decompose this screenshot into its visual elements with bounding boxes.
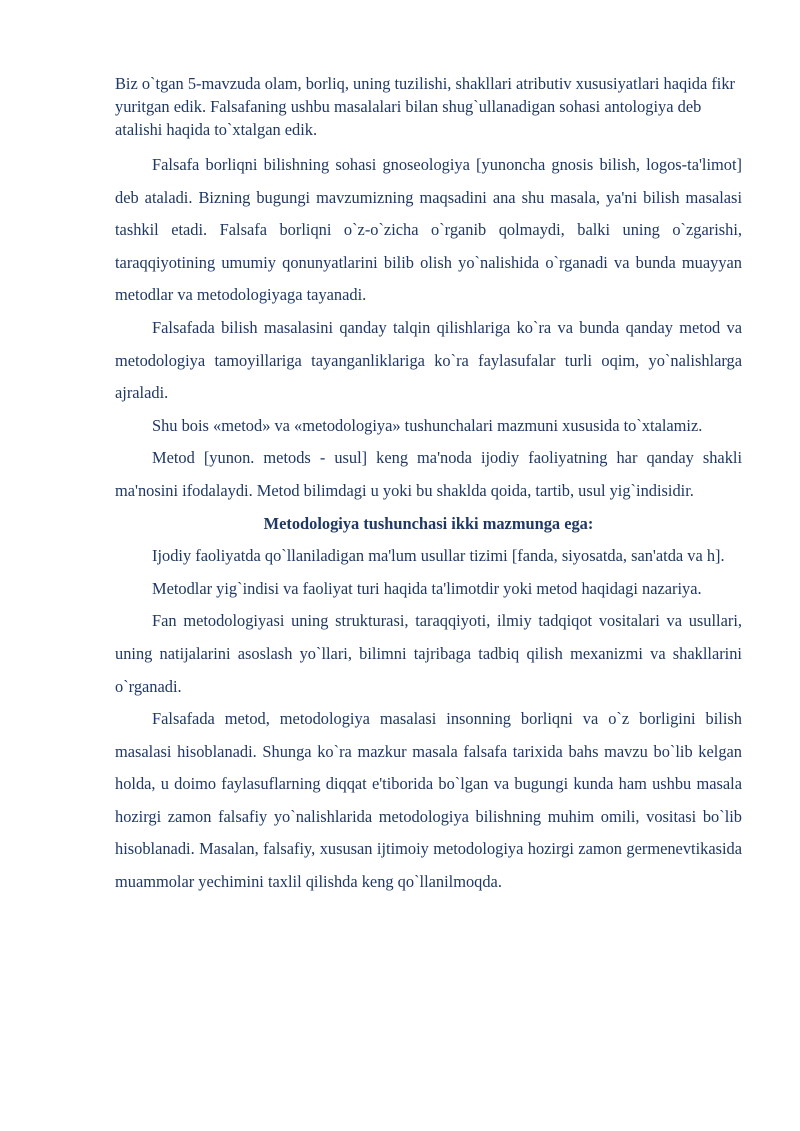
section-heading: Metodologiya tushunchasi ikki mazmunga ega: [263,513,594,533]
paragraph-gnoseologiya: Falsafa borliqni bilishning sohasi gnoseologiya [yunoncha gnosis bilish, logos-ta'limot] deb ataladi. Bizning bugungi mavzumizning maqsadini ana shu masala, ya'ni bilish masalasi tashkil etadi. Falsafa borliqni o`z-o`zicha o`rganib qolmaydi, balki uning o`zgarishi, taraqqiyotining umumiy qonunyatlarini bilib olish yo`nalishida o`rganadi va bunda muayyan metodlar va metodologiyaga tayanadi. [115,155,742,305]
intro-paragraph: Biz o`tgan 5-mavzuda olam, borliq, uning tuzilishi, shakllari atributiv xususiyatlari haqida fikr yuritgan edik. Falsafaning ushbu masalalari bilan shug`ullanadigan sohasi antologiya deb atalishi haqida to`xtalgan edik. [115,74,735,139]
paragraph-bilish-masalasi: Falsafada bilish masalasini qanday talqin qilishlariga ko`ra va bunda qanday metod va metodologiya tamoyillariga tayanganliklariga ko`ra faylasufalar turli oqim, yo`nalishlarga ajraladi. [115,317,742,403]
paragraph-meaning-one: Ijodiy faoliyatda qo`llaniladigan ma'lum usullar tizimi [fanda, siyosatda, san'atda va h]. [152,546,725,566]
paragraph-metod-definition: Metod [yunon. metods - usul] keng ma'noda ijodiy faoliyatning har qanday shakli ma'nosini ifodalaydi. Metod bilimdagi u yoki bu shaklda qoida, tartib, usul yig`indisidir. [115,448,742,500]
paragraph-falsafada-metod: Falsafada metod, metodologiya masalasi insonning borliqni va o`z borligini bilish masalasi hisoblanadi. Shunga ko`ra mazkur masala falsafa tarixida bahs mavzu bo`lib kelgan holda, u doimo faylasuflarning diqqat e'tiborida bo`lgan va bugungi kunda ham ushbu masala hozirgi zamon falsafiy yo`nalishlarida metodologiya bilishning muhim omili, vositasi bo`lib hisoblanadi. Masalan, falsafiy, xususan ijtimoiy metodologiya hozirgi zamon germenevtikasida muammolar yechimini taxlil qilishda keng qo`llanilmoqda. [115,709,742,892]
paragraph-shu-bois: Shu bois «metod» va «metodologiya» tushunchalari mazmuni xususida to`xtalamiz. [152,415,703,435]
document-page [115,72,742,899]
paragraph-fan-metodologiyasi: Fan metodologiyasi uning strukturasi, taraqqiyoti, ilmiy tadqiqot vositalari va usullari, uning natijalarini asoslash yo`llari, bilimni tajribaga tadbiq qilish mexanizmi va shakllarini o`rganadi. [115,611,742,696]
paragraph-meaning-two: Metodlar yig`indisi va faoliyat turi haqida ta'limotdir yoki metod haqidagi nazariya. [152,578,702,598]
